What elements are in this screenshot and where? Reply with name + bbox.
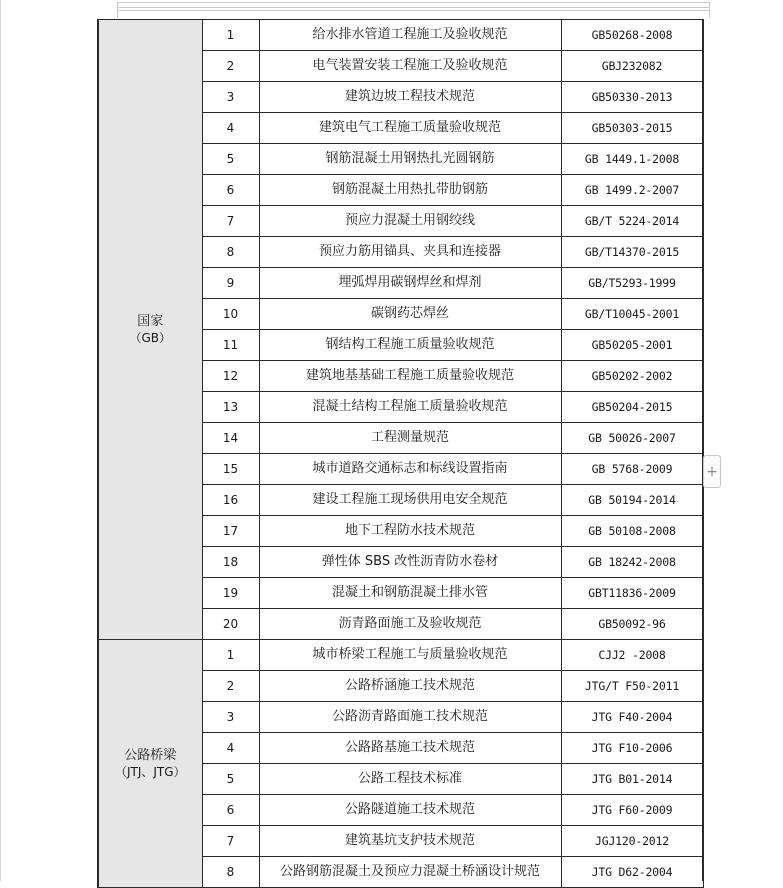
table-right-border (702, 19, 703, 881)
row-number: 18 (202, 547, 259, 578)
row-number: 9 (202, 268, 259, 299)
standard-code: GB/T 5224-2014 (561, 206, 703, 237)
row-number: 4 (202, 113, 259, 144)
row-number: 5 (202, 144, 259, 175)
standard-code: GB50092-96 (561, 609, 703, 640)
category-cell (98, 20, 202, 640)
standard-code: GB 5768-2009 (561, 454, 703, 485)
row-number: 10 (202, 299, 259, 330)
standard-code: GB50330-2013 (561, 82, 703, 113)
category-name: 国家 (137, 313, 164, 329)
row-number: 7 (202, 826, 259, 857)
standard-code: GB 1499.2-2007 (561, 175, 703, 206)
standard-name: 弹性体 SBS 改性沥青防水卷材 (259, 547, 561, 578)
row-number: 6 (202, 795, 259, 826)
standard-name: 公路桥涵施工技术规范 (259, 671, 561, 702)
standard-name: 建筑基坑支护技术规范 (259, 826, 561, 857)
standard-code: JTG D62-2004 (561, 857, 703, 888)
standard-name: 钢筋混凝土用钢热扎光圆钢筋 (259, 144, 561, 175)
standard-name: 建筑地基基础工程施工质量验收规范 (259, 361, 561, 392)
standard-code: GB/T14370-2015 (561, 237, 703, 268)
standard-name: 沥青路面施工及验收规范 (259, 609, 561, 640)
row-number: 17 (202, 516, 259, 547)
standard-code: CJJ2 -2008 (561, 640, 703, 671)
standard-code: GB50205-2001 (561, 330, 703, 361)
standard-name: 建筑边坡工程技术规范 (259, 82, 561, 113)
standard-name: 工程测量规范 (259, 423, 561, 454)
standard-name: 碳钢药芯焊丝 (259, 299, 561, 330)
row-number: 2 (202, 51, 259, 82)
table-row (98, 640, 703, 671)
standard-name: 预应力混凝土用钢绞线 (259, 206, 561, 237)
add-row-button[interactable] (703, 455, 721, 488)
plus-icon: + (706, 463, 718, 480)
row-number: 19 (202, 578, 259, 609)
category-name: 公路桥梁 (124, 747, 177, 763)
standard-code: GB50268-2008 (561, 20, 703, 51)
row-number: 7 (202, 206, 259, 237)
standard-name: 给水排水管道工程施工及验收规范 (259, 20, 561, 51)
standard-code: GB/T10045-2001 (561, 299, 703, 330)
standard-code: JTG/T F50-2011 (561, 671, 703, 702)
row-number: 1 (202, 640, 259, 671)
category-code: （JTJ、JTG） (114, 764, 186, 779)
standard-name: 混凝土结构工程施工质量验收规范 (259, 392, 561, 423)
standard-code: GB 50194-2014 (561, 485, 703, 516)
row-number: 3 (202, 702, 259, 733)
standard-name: 公路路基施工技术规范 (259, 733, 561, 764)
standard-name: 埋弧焊用碳钢焊丝和焊剂 (259, 268, 561, 299)
standard-code: GB 18242-2008 (561, 547, 703, 578)
row-number: 6 (202, 175, 259, 206)
standard-code: JGJ120-2012 (561, 826, 703, 857)
page-edge (0, 0, 1, 881)
standard-name: 城市桥梁工程施工与质量验收规范 (259, 640, 561, 671)
standard-name: 建设工程施工现场供用电安全规范 (259, 485, 561, 516)
standard-name: 电气装置安装工程施工及验收规范 (259, 51, 561, 82)
row-number: 2 (202, 671, 259, 702)
row-number: 13 (202, 392, 259, 423)
standard-name: 地下工程防水技术规范 (259, 516, 561, 547)
standard-code: GB 1449.1-2008 (561, 144, 703, 175)
table-row (98, 20, 703, 51)
standard-name: 预应力筋用锚具、夹具和连接器 (259, 237, 561, 268)
row-number: 11 (202, 330, 259, 361)
standard-code: JTG F10-2006 (561, 733, 703, 764)
standard-name: 混凝土和钢筋混凝土排水管 (259, 578, 561, 609)
standards-table-body (98, 20, 703, 888)
category-code: （GB） (129, 330, 172, 345)
row-number: 8 (202, 237, 259, 268)
standard-code: GB50204-2015 (561, 392, 703, 423)
row-number: 5 (202, 764, 259, 795)
row-number: 20 (202, 609, 259, 640)
standard-name: 城市道路交通标志和标线设置指南 (259, 454, 561, 485)
standard-code: GB50303-2015 (561, 113, 703, 144)
standard-code: GB/T5293-1999 (561, 268, 703, 299)
standard-name: 钢筋混凝土用热扎带肋钢筋 (259, 175, 561, 206)
row-number: 4 (202, 733, 259, 764)
row-number: 14 (202, 423, 259, 454)
standard-code: GBJ232082 (561, 51, 703, 82)
standard-code: GB 50108-2008 (561, 516, 703, 547)
row-number: 15 (202, 454, 259, 485)
standards-table (97, 19, 704, 888)
standard-code: GBT11836-2009 (561, 578, 703, 609)
row-number: 8 (202, 857, 259, 888)
standard-name: 公路隧道施工技术规范 (259, 795, 561, 826)
row-number: 16 (202, 485, 259, 516)
standard-name: 公路工程技术标准 (259, 764, 561, 795)
standard-name: 建筑电气工程施工质量验收规范 (259, 113, 561, 144)
standard-code: JTG F40-2004 (561, 702, 703, 733)
standard-code: JTG B01-2014 (561, 764, 703, 795)
standards-table-container (97, 19, 702, 888)
standard-code: GB 50026-2007 (561, 423, 703, 454)
row-number: 12 (202, 361, 259, 392)
standard-name: 钢结构工程施工质量验收规范 (259, 330, 561, 361)
standard-name: 公路钢筋混凝土及预应力混凝土桥涵设计规范 (259, 857, 561, 888)
row-number: 3 (202, 82, 259, 113)
category-cell (98, 640, 202, 888)
table-top-ruler (117, 2, 710, 18)
standard-code: JTG F60-2009 (561, 795, 703, 826)
standard-name: 公路沥青路面施工技术规范 (259, 702, 561, 733)
standard-code: GB50202-2002 (561, 361, 703, 392)
row-number: 1 (202, 20, 259, 51)
